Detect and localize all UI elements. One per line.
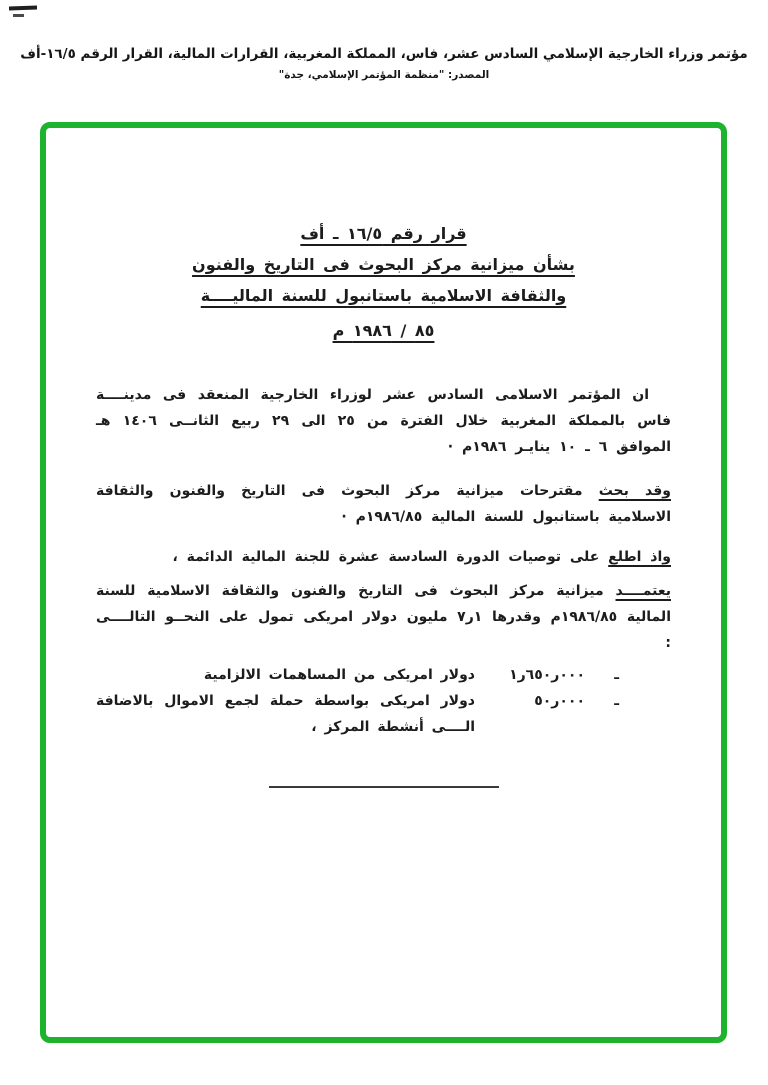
paragraph-lead-word: واذ اطلع bbox=[608, 549, 671, 565]
paragraph-text: على توصيات الدورة السادسة عشرة للجنة المالية الدائمة ، bbox=[172, 549, 609, 565]
paragraph-preamble bbox=[96, 382, 671, 460]
budget-item bbox=[96, 662, 619, 688]
scanned-resolution-document bbox=[46, 128, 721, 1037]
paragraph-text: ان المؤتمر الاسلامى السادس عشر لوزراء الخارجية المنعقد فى مدينــــة فاس بالمملكة المغربية خلال الفترة من ٢٥ الى ٢٩ ربيع الثانــى ١٤٠٦ هـ الموافق ٦ ـ ١٠ ينايـر ١٩٨٦م · bbox=[96, 387, 672, 455]
source-line: المصدر: "منظمة المؤتمر الإسلامي، جدة" bbox=[278, 69, 490, 81]
resolution-subject-line-2: والثقافة الاسلامية باستانبول للسنة الماليــــة bbox=[200, 286, 567, 305]
dash-bullet: ـ bbox=[614, 667, 619, 683]
paragraph-lead-word: يعتمــــد bbox=[615, 583, 671, 599]
scan-artifact-mark bbox=[9, 6, 37, 11]
budget-amount-value: ١ر٦٥٠ر٠٠٠ bbox=[509, 667, 585, 683]
resolution-year-line: ٨٥ / ١٩٨٦ م bbox=[332, 321, 435, 340]
budget-item bbox=[96, 688, 619, 740]
dash-bullet: ـ bbox=[614, 693, 619, 709]
paragraph-approves-budget bbox=[96, 578, 671, 656]
paragraph-text: ميزانية مركز البحوث فى التاريخ والفنون والثقافة الاسلامية للسنة المالية ١٩٨٦/٨٥م وقدرها ١ر٧ مليون دولار امريكى تمول على النحــو التالــــى : bbox=[96, 583, 671, 651]
conference-citation-line: مؤتمر وزراء الخارجية الإسلامي السادس عشر، فاس، المملكة المغربية، القرارات المالية، القرار الرقم ١٦/٥-أف bbox=[20, 46, 748, 62]
budget-amount bbox=[487, 688, 585, 740]
resolution-subject-line-1: بشأن ميزانية مركز البحوث فى التاريخ والفنون bbox=[192, 255, 575, 274]
budget-amount-value: ٥٠ر٠٠٠ bbox=[534, 693, 585, 709]
budget-amount bbox=[487, 662, 585, 688]
paragraph-having-reviewed bbox=[96, 544, 671, 570]
scan-artifact-mark bbox=[13, 14, 24, 17]
page-header bbox=[0, 46, 768, 81]
paragraph-text: مقترحات ميزانية مركز البحوث فى التاريخ والفنون والثقافة الاسلامية باستانبول للسنة المالية ١٩٨٦/٨٥م · bbox=[96, 483, 671, 525]
budget-breakdown-list bbox=[96, 662, 671, 740]
resolution-number-line: قرار رقم ١٦/٥ ـ أف bbox=[300, 224, 467, 243]
budget-item-description: دولار امريكى بواسطة حملة لجمع الاموال بالاضافة الــــى أنشطة المركز ، bbox=[96, 693, 475, 735]
budget-item-description: دولار امريكى من المساهمات الالزامية bbox=[203, 667, 475, 683]
paragraph-lead-word: وقد بحث bbox=[598, 483, 671, 499]
paragraph-having-examined bbox=[96, 478, 671, 530]
document-frame bbox=[40, 122, 727, 1043]
resolution-title bbox=[96, 218, 671, 346]
separator-line bbox=[269, 786, 499, 788]
